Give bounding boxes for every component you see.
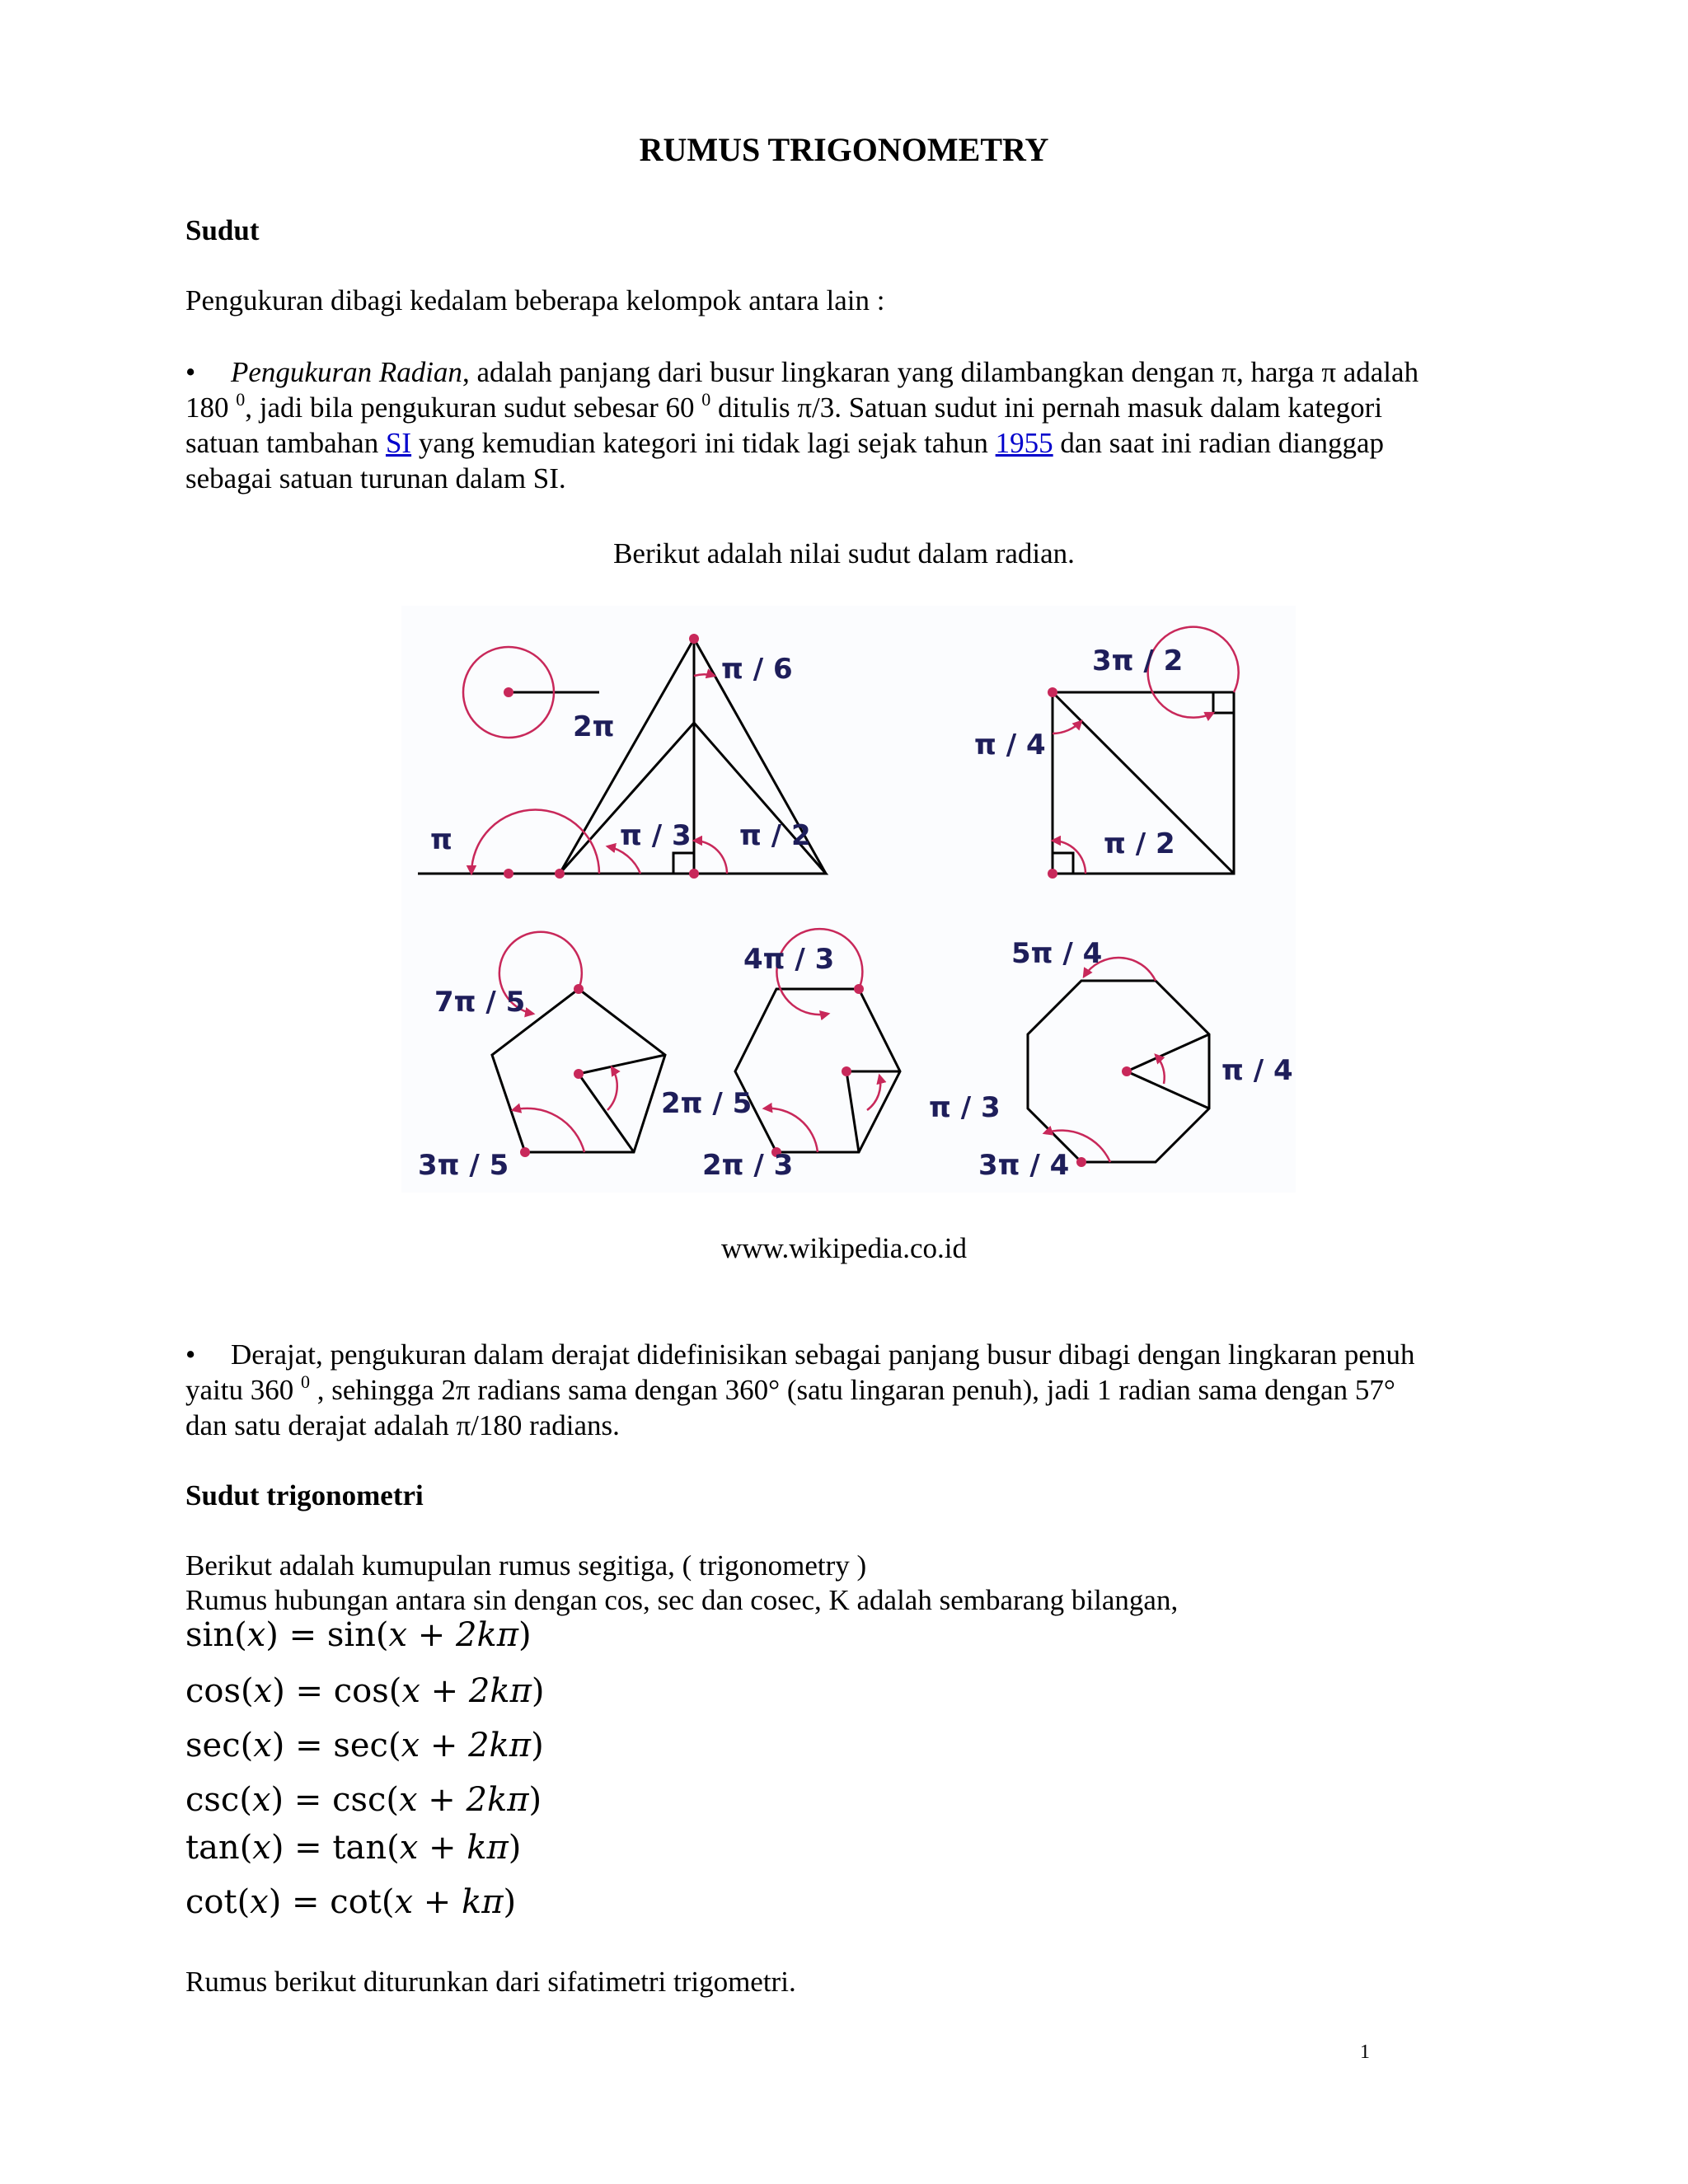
bullet1-line-2 <box>185 390 1512 425</box>
arc-pi <box>471 810 599 874</box>
formula-cot: cot(x) = cot(x + kπ) <box>185 1883 517 1921</box>
arc-pi4-square <box>1053 721 1081 733</box>
dot-triangle-foot <box>689 869 699 879</box>
label-3pi-5: 3π / 5 <box>418 1149 509 1182</box>
degree-sup-3: 0 <box>300 1371 310 1392</box>
dot-octagon-center <box>1122 1066 1132 1076</box>
bullet-paragraph-radian <box>185 354 1512 496</box>
bullet1-text-2b: , jadi bila pengukuran sudut sebesar 60 <box>245 391 702 424</box>
formula-csc: csc(x) = csc(x + 2kπ) <box>185 1781 542 1819</box>
page-title: RUMUS TRIGONOMETRY <box>639 131 1049 168</box>
dot-hexagon-center <box>842 1066 851 1076</box>
hexagon-ray-2 <box>846 1071 859 1152</box>
bullet-marker-2: • <box>185 1338 196 1371</box>
formula-sec: sec(x) = sec(x + 2kπ) <box>185 1727 544 1765</box>
bullet1-text-2a: 180 <box>185 391 237 424</box>
bullet1-line-4: sebagai satuan turunan dalam SI. <box>185 462 566 494</box>
dot-pi-center <box>504 869 513 879</box>
label-pi-3: π / 3 <box>620 819 692 852</box>
arc-pi4-octagon <box>1156 1055 1165 1084</box>
dot-pentagon-top <box>574 984 584 994</box>
radian-angles-figure <box>401 606 1296 1193</box>
label-3pi-4: 3π / 4 <box>978 1149 1070 1182</box>
label-pi-4-square: π / 4 <box>974 729 1046 762</box>
section-heading-sudut-trigonometri: Sudut trigonometri <box>185 1479 424 1511</box>
octagon-shape <box>1028 981 1209 1162</box>
pentagon-ray-1 <box>579 1055 665 1074</box>
label-pi: π <box>430 823 452 856</box>
link-1955[interactable]: 1955 <box>995 427 1053 459</box>
dot-square-corner-tl <box>1048 687 1057 697</box>
arc-pi2-triangle <box>694 841 727 874</box>
dot-octagon-bottom <box>1076 1157 1086 1167</box>
link-si[interactable]: SI <box>385 427 412 459</box>
bullet1-line-3 <box>185 425 1512 461</box>
label-2pi: 2π <box>573 710 615 743</box>
bullet1-text-1: , adalah panjang dari busur lingkaran yang dilambangkan dengan π, harga π adalah <box>462 356 1419 388</box>
figure-source: www.wikipedia.co.id <box>720 1232 968 1264</box>
arc-pi6-triangle <box>694 674 715 676</box>
degree-sup-2: 0 <box>701 389 711 410</box>
pentagon-ray-2 <box>579 1074 634 1152</box>
label-pi-3-hexagon: π / 3 <box>929 1091 1001 1124</box>
label-7pi-5: 7π / 5 <box>434 986 526 1019</box>
formula-sin: sin(x) = sin(x + 2kπ) <box>185 1616 532 1654</box>
bullet1-text-3b: yang kemudian kategori ini tidak lagi sejak tahun <box>411 427 996 459</box>
bullet2-line-1 <box>185 1337 1512 1372</box>
label-pi-2-triangle: π / 2 <box>739 819 811 852</box>
intro-text: Pengukuran dibagi kedalam beberapa kelompok antara lain : <box>185 284 885 316</box>
dot-2pi-center <box>504 687 513 697</box>
bullet2-line-2 <box>185 1372 1512 1408</box>
bullet2-text-1: Derajat, pengukuran dalam derajat didefinisikan sebagai panjang busur dibagi dengan lingkaran penuh <box>231 1338 1415 1371</box>
degree-sup-1: 0 <box>236 389 246 410</box>
label-4pi-3: 4π / 3 <box>743 943 835 976</box>
arc-2pi5 <box>607 1067 617 1110</box>
dot-square-corner-bl <box>1048 869 1057 879</box>
trig-intro-line-2: Rumus hubungan antara sin dengan cos, sec dan cosec, K adalah sembarang bilangan, <box>185 1584 1179 1616</box>
bullet1-text-2c: ditulis π/3. Satuan sudut ini pernah masuk dalam kategori <box>710 391 1383 424</box>
closing-text: Rumus berikut diturunkan dari sifatimetri trigometri. <box>185 1966 796 1998</box>
bullet-paragraph-derajat <box>185 1337 1512 1443</box>
bullet1-text-3c: dan saat ini radian dianggap <box>1053 427 1385 459</box>
page-number: 1 <box>1360 2041 1370 2063</box>
label-pi-2-square: π / 2 <box>1104 827 1175 860</box>
arc-pi3-hexagon <box>867 1076 880 1110</box>
label-2pi-5: 2π / 5 <box>661 1087 753 1120</box>
label-5pi-4: 5π / 4 <box>1011 937 1103 970</box>
bullet1-line-1 <box>185 354 1512 390</box>
formula-tan: tan(x) = tan(x + kπ) <box>185 1829 522 1867</box>
dot-hexagon-top <box>854 984 864 994</box>
bullet2-text-2b: , sehingga 2π radians sama dengan 360° (satu lingaran penuh), jadi 1 radian sama dengan 57° <box>309 1374 1395 1406</box>
label-2pi-3: 2π / 3 <box>702 1149 794 1182</box>
right-angle-mark-2 <box>1213 692 1234 713</box>
label-pi-6: π / 6 <box>721 653 793 686</box>
arc-pi2-square <box>1053 841 1085 874</box>
dot-pentagon-center <box>574 1069 584 1079</box>
dot-pentagon-bottom <box>520 1147 530 1157</box>
formula-cos: cos(x) = cos(x + 2kπ) <box>185 1672 545 1710</box>
label-pi-4-octagon: π / 4 <box>1221 1054 1293 1087</box>
bullet2-line-3: dan satu derajat adalah π/180 radians. <box>185 1409 620 1441</box>
dot-triangle-top <box>689 634 699 644</box>
figure-caption: Berikut adalah nilai sudut dalam radian. <box>613 537 1075 569</box>
bullet1-text-3a: satuan tambahan <box>185 427 386 459</box>
bullet2-text-2a: yaitu 360 <box>185 1374 301 1406</box>
trig-intro-line-1: Berikut adalah kumupulan rumus segitiga, ( trigonometry ) <box>185 1549 867 1582</box>
section-heading-sudut: Sudut <box>185 214 260 246</box>
octagon-ray-1 <box>1127 1034 1209 1071</box>
label-3pi-2: 3π / 2 <box>1092 644 1184 677</box>
radian-term: Pengukuran Radian <box>231 356 462 388</box>
radian-angles-svg <box>401 606 1296 1193</box>
dot-triangle-left <box>555 869 565 879</box>
octagon-ray-2 <box>1127 1071 1209 1108</box>
bullet-marker-1: • <box>185 356 196 388</box>
